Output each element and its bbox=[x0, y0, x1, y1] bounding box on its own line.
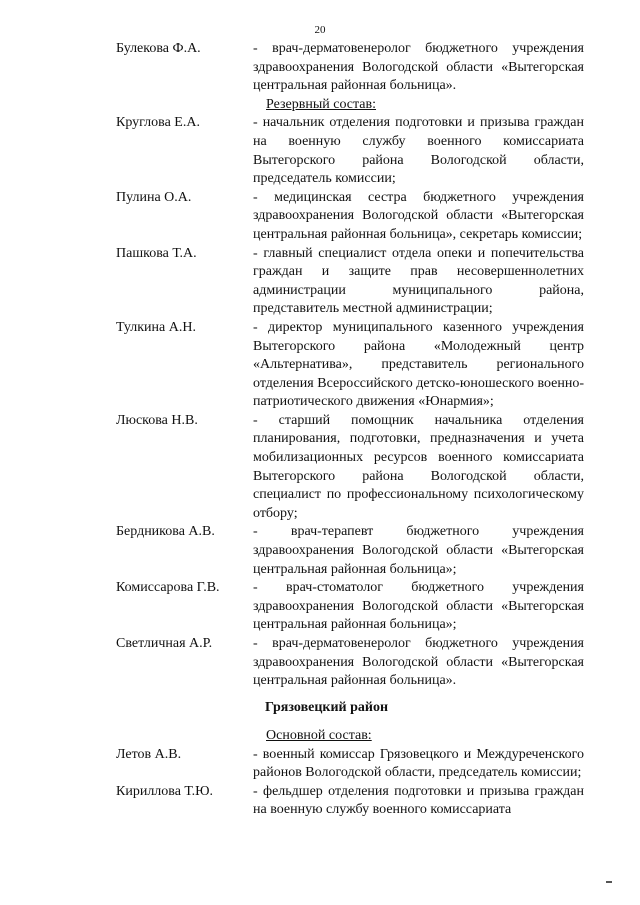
member-entry bbox=[116, 579, 584, 635]
member-entry bbox=[116, 523, 584, 579]
member-entry bbox=[116, 245, 584, 319]
member-name: Булекова Ф.А. bbox=[116, 41, 201, 56]
member-entry bbox=[116, 783, 584, 820]
member-description: - директор муниципального казенного учреждения Вытегорского района «Молодежный центр «Альтернатива», представитель регионального отделения Всероссийского детско-юношеского военно-патриотического движения «Юнармия»; bbox=[253, 319, 584, 410]
page-number: 20 bbox=[314, 24, 326, 36]
member-name: Комиссарова Г.В. bbox=[116, 580, 220, 596]
member-name: Светличная А.Р. bbox=[116, 636, 213, 651]
member-entry bbox=[116, 114, 584, 188]
member-entry bbox=[116, 746, 584, 783]
member-name: Кириллова Т.Ю. bbox=[116, 783, 213, 799]
member-description: - начальник отделения подготовки и призыва граждан на военную службу военного комиссариата Вытегорского района Вологодской области, председатель комиссии; bbox=[253, 115, 584, 187]
member-name: Летов А.В. bbox=[116, 746, 182, 762]
member-description: - медицинская сестра бюджетного учреждения здравоохранения Вологодской области «Вытегорская центральная районная больница», секретарь комиссии; bbox=[253, 189, 584, 242]
block-vytegorsky bbox=[116, 40, 584, 691]
block-gryazovetsky bbox=[116, 727, 584, 820]
member-entry bbox=[116, 412, 584, 524]
member-description: - главный специалист отдела опеки и попечительства граждан и защите прав несовершеннолетних администрации муниципального района, представитель местной администрации; bbox=[253, 245, 584, 317]
main-composition-label: Основной состав: bbox=[266, 728, 372, 743]
member-entry bbox=[116, 189, 584, 245]
member-name: Бердникова А.В. bbox=[116, 524, 215, 540]
member-entry bbox=[116, 40, 584, 96]
member-description: - старший помощник начальника отделения планирования, подготовки, предназначения и учета мобилизационных ресурсов военного комиссариата Вытегорского района Вологодской области, специалист по профессиональному психологическому отбору; bbox=[253, 412, 584, 521]
member-entry bbox=[116, 635, 584, 691]
member-name: Люскова Н.В. bbox=[116, 412, 198, 428]
member-description: - врач-терапевт бюджетного учреждения здравоохранения Вологодской области «Вытегорская центральная районная больница»; bbox=[253, 524, 584, 577]
member-description: - фельдшер отделения подготовки и призыва граждан на военную службу военного комиссариата bbox=[253, 783, 584, 818]
member-name: Пашкова Т.А. bbox=[116, 245, 197, 261]
section-heading: Грязовецкий район bbox=[265, 700, 389, 715]
member-entry bbox=[116, 319, 584, 412]
member-name: Пулина О.А. bbox=[116, 189, 192, 205]
member-name: Тулкина А.Н. bbox=[116, 319, 196, 335]
reserve-label: Резервный состав: bbox=[266, 96, 377, 112]
member-description: - врач-дерматовенеролог бюджетного учреждения здравоохранения Вологодской области «Вытегорская центральная районная больница». bbox=[253, 636, 584, 689]
member-description: - врач-дерматовенеролог бюджетного учреждения здравоохранения Вологодской области «Вытегорская центральная районная больница». bbox=[253, 41, 584, 94]
scan-artifact bbox=[606, 881, 612, 883]
member-name: Круглова Е.А. bbox=[116, 115, 200, 131]
member-description: - врач-стоматолог бюджетного учреждения здравоохранения Вологодской области «Вытегорская центральная районная больница»; bbox=[253, 580, 584, 633]
member-description: - военный комиссар Грязовецкого и Междуреченского районов Вологодской области, председатель комиссии; bbox=[253, 746, 584, 781]
